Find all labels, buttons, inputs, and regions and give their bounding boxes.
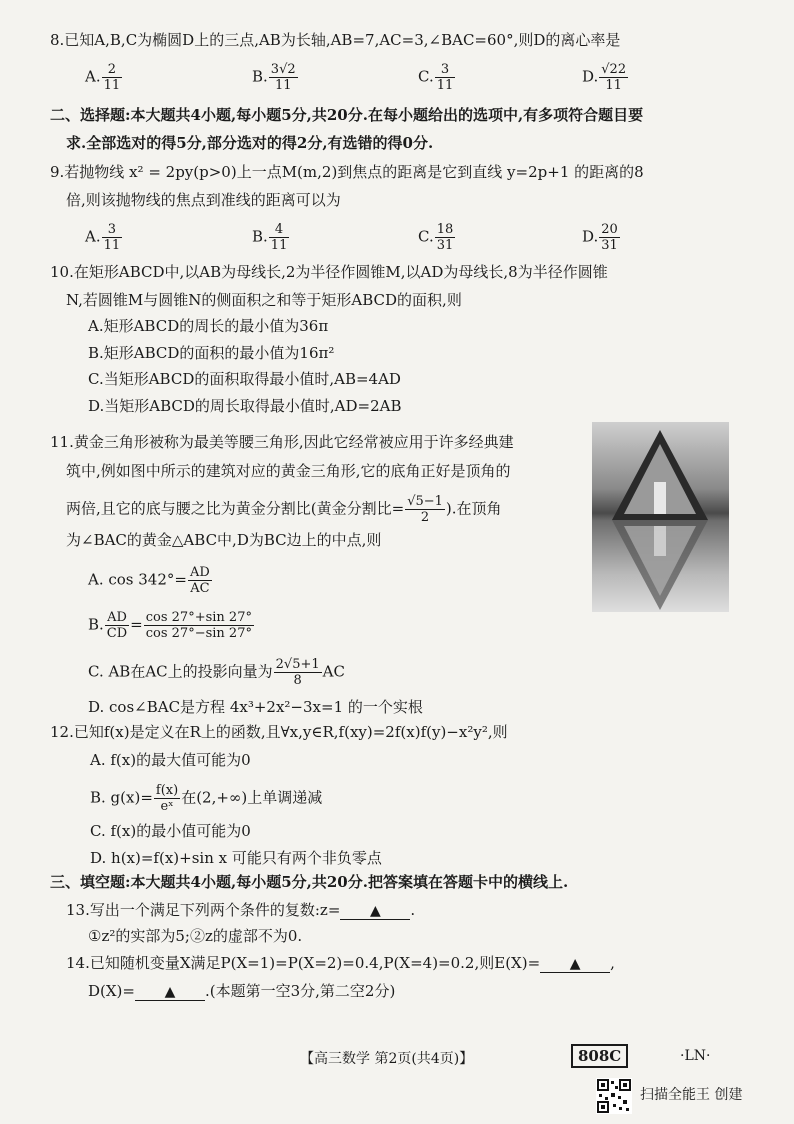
fraction: $\frac{3√2}{11}$ xyxy=(270,62,296,93)
q9-line1: 9.若抛物线 x² = 2py(p>0)上一点M(m,2)到焦点的距离是它到直线 y=2p+1 的距离的8 xyxy=(50,163,644,181)
q11-option-b: B. $\frac{AD}{CD}$ = $\frac{\cos 27^\circ+\sin 27^\circ}{\cos 27^\circ-\sin 27^\circ}$ xyxy=(88,610,252,641)
q11-line1: 11.黄金三角形被称为最美等腰三角形,因此它经常被应用于许多经典建 xyxy=(50,433,514,451)
scanner-watermark: 扫描全能王 创建 xyxy=(640,1087,743,1103)
fraction: $\frac{\cos 27^\circ+\sin 27^\circ}{\cos 27^\circ-\sin 27^\circ}$ xyxy=(145,610,252,641)
section3-heading: 三、填空题:本大题共4小题,每小题5分,共20分.把答案填在答题卡中的横线上. xyxy=(50,873,569,891)
exam-code-box: 808C xyxy=(571,1044,628,1068)
q13-line1: 13.写出一个满足下列两个条件的复数:z= ▲ . xyxy=(66,901,416,919)
q10-option-d: D.当矩形ABCD的周长取得最小值时,AD=2AB xyxy=(88,397,402,415)
fraction: $\frac{√22}{11}$ xyxy=(601,62,627,93)
q11-option-d: D. cos∠BAC是方程 4x³+2x²−3x=1 的一个实根 xyxy=(88,698,423,716)
q9-option-d: D. $\frac{20}{31}$ xyxy=(582,222,618,253)
q13-line2: ①z²的实部为5;②z的虚部不为0. xyxy=(88,927,303,945)
q12-option-c: C. f(x)的最小值可能为0 xyxy=(90,822,251,840)
q8-option-b: B. $\frac{3√2}{11}$ xyxy=(252,62,296,93)
q11-line4: 为∠BAC的黄金△ABC中,D为BC边上的中点,则 xyxy=(66,531,382,549)
fraction: $\frac{2}{11}$ xyxy=(103,62,121,93)
page-footer: 【高三数学 第2页(共4页)】 xyxy=(300,1051,474,1067)
section2-heading: 二、选择题:本大题共4小题,每小题5分,共20分.在每小题给出的选项中,有多项符合题目要 xyxy=(50,106,644,124)
section2-instructions: 求.全部选对的得5分,部分选对的得2分,有选错的得0分. xyxy=(66,134,434,152)
answer-blank: ▲ xyxy=(540,956,610,973)
q11-option-a: A. cos 342°= $\frac{AD}{AC}$ xyxy=(88,565,210,596)
q10-option-c: C.当矩形ABCD的面积取得最小值时,AB=4AD xyxy=(88,370,401,388)
q8-option-c: C. $\frac{3}{11}$ xyxy=(418,62,454,93)
q9-option-c: C. $\frac{18}{31}$ xyxy=(418,222,454,253)
fraction: $\frac{f(x)}{\text{eˣ}}$ xyxy=(155,783,179,814)
q9-option-a: A. $\frac{3}{11}$ xyxy=(85,222,121,253)
q14-line2: D(X)= ▲ .(本题第一空3分,第二空2分) xyxy=(88,982,396,1000)
fraction: $\frac{AD}{CD}$ xyxy=(106,610,128,641)
golden-ratio-fraction: $\frac{√5-1}{2}$ xyxy=(407,494,443,525)
fraction: $\frac{AD}{AC}$ xyxy=(189,565,210,596)
q10-line2: N,若圆锥M与圆锥N的侧面积之和等于矩形ABCD的面积,则 xyxy=(66,291,462,309)
q12-line1: 12.已知f(x)是定义在R上的函数,且∀x,y∈R,f(xy)=2f(x)f(y)−x²y²,则 xyxy=(50,723,508,741)
q12-option-d: D. h(x)=f(x)+sin x 可能只有两个非负零点 xyxy=(90,849,382,867)
answer-blank: ▲ xyxy=(340,903,410,920)
q12-option-a: A. f(x)的最大值可能为0 xyxy=(90,751,251,769)
q8-stem: 8.已知A,B,C为椭圆D上的三点,AB为长轴,AB=7,AC=3,∠BAC=60°,则D的离心率是 xyxy=(50,31,621,49)
q12-option-b: B. g(x)= $\frac{f(x)}{\text{eˣ}}$ 在(2,+∞)上单调递减 xyxy=(90,783,323,814)
fraction: $\frac{20}{31}$ xyxy=(601,222,618,253)
q11-line2: 筑中,例如图中所示的建筑对应的黄金三角形,它的底角正好是顶角的 xyxy=(66,462,511,480)
fraction: $\frac{2√5+1}{8}$ xyxy=(275,657,320,688)
q9-line2: 倍,则该抛物线的焦点到准线的距离可以为 xyxy=(66,191,341,209)
building-illustration xyxy=(592,422,729,612)
q14-line1: 14.已知随机变量X满足P(X=1)=P(X=2)=0.4,P(X=4)=0.2,则E(X)= ▲ , xyxy=(66,954,615,972)
q10-option-b: B.矩形ABCD的面积的最小值为16π² xyxy=(88,344,335,362)
q9-option-b: B. $\frac{4}{11}$ xyxy=(252,222,288,253)
q11-line3: 两倍,且它的底与腰之比为黄金分割比(黄金分割比= $\frac{√5-1}{2}$ ).在顶角 xyxy=(66,494,502,525)
fraction: $\frac{3}{11}$ xyxy=(436,62,454,93)
q8-option-a: A. $\frac{2}{11}$ xyxy=(85,62,121,93)
q11-option-c: C. AB在AC上的投影向量为 $\frac{2√5+1}{8}$ AC xyxy=(88,657,345,688)
answer-blank: ▲ xyxy=(135,984,205,1001)
q10-option-a: A.矩形ABCD的周长的最小值为36π xyxy=(88,317,329,335)
q10-line1: 10.在矩形ABCD中,以AB为母线长,2为半径作圆锥M,以AD为母线长,8为半径作圆锥 xyxy=(50,263,608,281)
region-code: ·LN· xyxy=(680,1048,711,1064)
fraction: $\frac{4}{11}$ xyxy=(270,222,288,253)
golden-triangle-building-photo xyxy=(592,422,729,612)
fraction: $\frac{18}{31}$ xyxy=(436,222,454,253)
fraction: $\frac{3}{11}$ xyxy=(103,222,121,253)
qr-code-icon xyxy=(596,1078,632,1114)
q8-option-d: D. $\frac{√22}{11}$ xyxy=(582,62,627,93)
